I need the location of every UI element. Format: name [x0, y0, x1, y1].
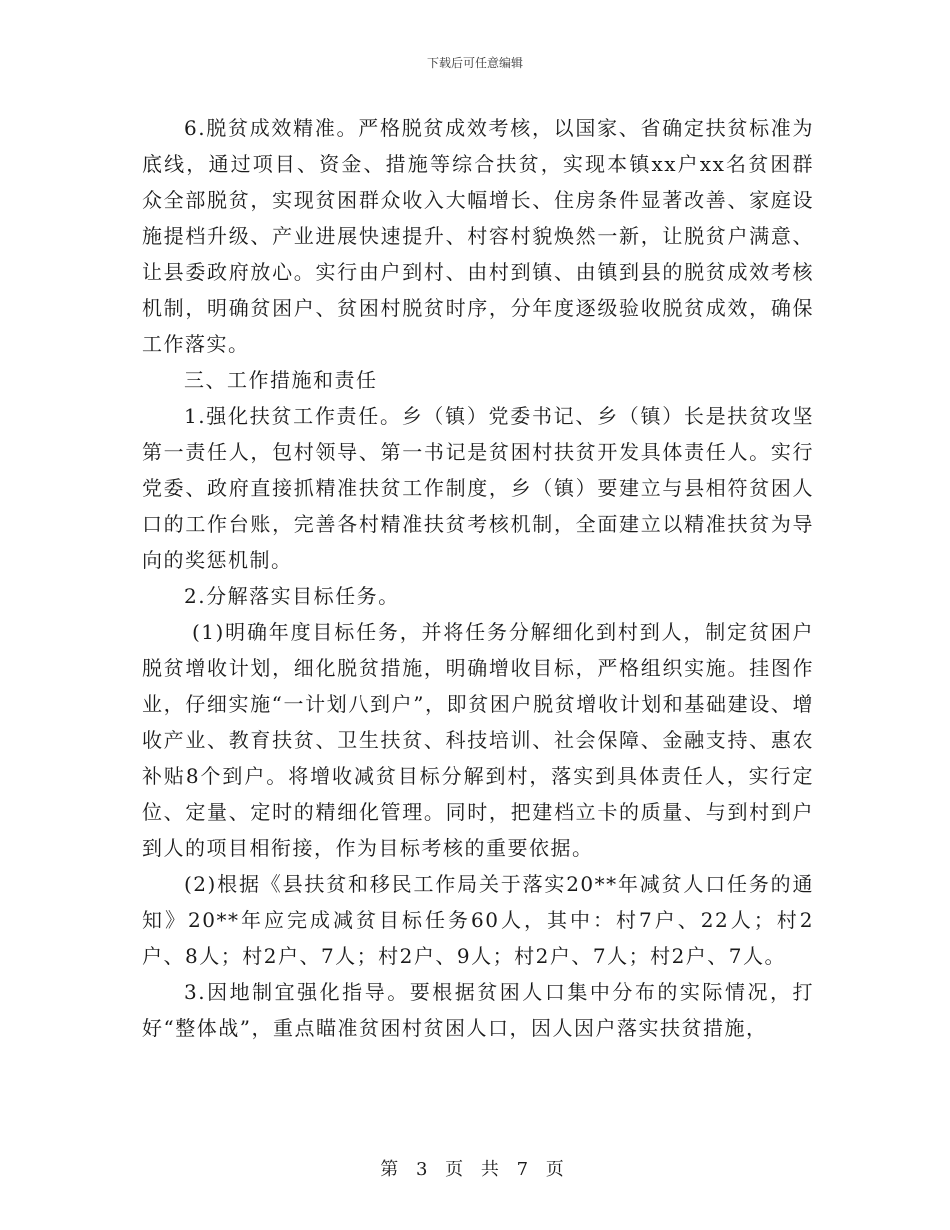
paragraph-local-guidance: 3.因地制宜强化指导。要根据贫困人口集中分布的实际情况，打好“整体战”，重点瞄准贫困村贫困人口，因人因户落实扶贫措施， — [142, 980, 814, 1040]
paragraph-annual-targets: (1)明确年度目标任务，并将任务分解细化到村到人，制定贫困户脱贫增收计划，细化脱贫措施，明确增收目标，严格组织实施。挂图作业，仔细实施“一计划八到户”，即贫困户脱贫增收计划和基础建设、增收产业、教育扶贫、卫生扶贫、科技培训、社会保障、金融支持、惠农补贴8个到户。将增收减贫目标分解到村，落实到具体责任人，实行定位、定量、定时的精细化管理。同时，把建档立卡的质量、与到村到户到人的项目相衔接，作为目标考核的重要依据。 — [142, 620, 814, 860]
section-heading-measures: 三、工作措施和责任 — [184, 368, 378, 392]
page-number: 第 3 页 共 7 页 — [380, 1159, 570, 1180]
document-body — [142, 110, 814, 1046]
paragraph-responsibility: 1.强化扶贫工作责任。乡（镇）党委书记、乡（镇）长是扶贫攻坚第一责任人，包村领导、第一书记是贫困村扶贫开发具体责任人。实行党委、政府直接抓精准扶贫工作制度，乡（镇）要建立与县相符贫困人口的工作台账，完善各村精准扶贫考核机制，全面建立以精准扶贫为导向的奖惩机制。 — [142, 404, 814, 572]
paragraph-notice-targets: (2)根据《县扶贫和移民工作局关于落实20**年减贫人口任务的通知》20**年应完成减贫目标任务60人，其中：村7户、22人；村2户、8人；村2户、7人；村2户、9人；村2户、7人；村2户、7人。 — [142, 872, 814, 968]
page-header-note: 下载后可任意编辑 — [426, 56, 523, 70]
paragraph-task-breakdown-heading: 2.分解落实目标任务。 — [184, 584, 400, 608]
paragraph-poverty-results: 6.脱贫成效精准。严格脱贫成效考核，以国家、省确定扶贫标准为底线，通过项目、资金、措施等综合扶贫，实现本镇xx户xx名贫困群众全部脱贫，实现贫困群众收入大幅增长、住房条件显著改善、家庭设施提档升级、产业进展快速提升、村容村貌焕然一新，让脱贫户满意、让县委政府放心。实行由户到村、由村到镇、由镇到县的脱贫成效考核机制，明确贫困户、贫困村脱贫时序，分年度逐级验收脱贫成效，确保工作落实。 — [142, 116, 814, 356]
